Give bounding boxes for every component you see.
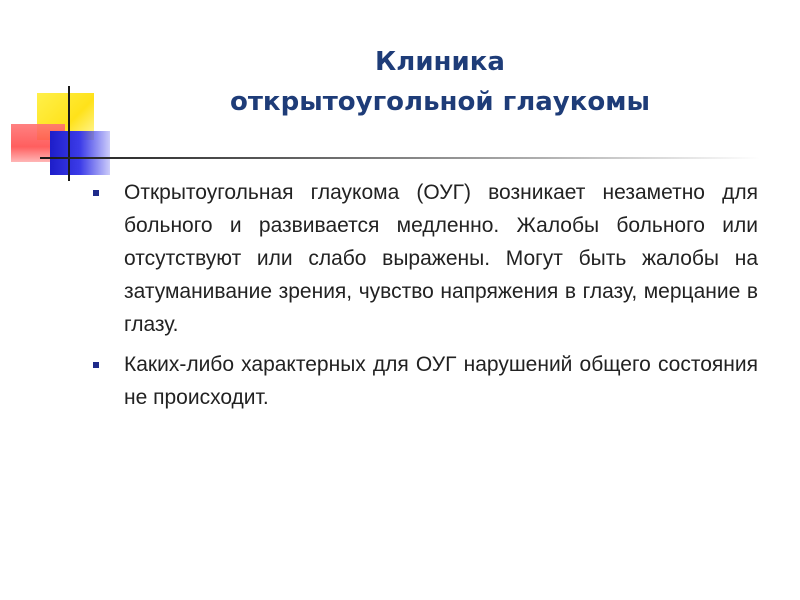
logo-vertical-line [68, 86, 70, 181]
square-bullet-icon [93, 362, 99, 368]
list-item [92, 348, 758, 414]
bullet-list [92, 176, 758, 421]
list-item-text: Открытоугольная глаукома (ОУГ) возникает незаметно для больного и развивается медленно. Жалобы больного или отсутствуют или слабо выражены. Могут быть жалобы на затуманивание зрения, чувство напряжения в глазу, мерцание в глазу. [124, 181, 758, 336]
list-item-text: Каких-либо характерных для ОУГ нарушений общего состояния не происходит. [124, 353, 758, 409]
title-divider-line [40, 157, 760, 159]
list-item [92, 176, 758, 341]
logo-blue-square [50, 131, 110, 175]
slide-title [150, 42, 730, 122]
slide-title-line-1: Клиника [375, 47, 505, 77]
colored-squares-logo [0, 0, 130, 190]
square-bullet-icon [93, 190, 99, 196]
slide-title-line-2: открытоугольной глаукомы [230, 87, 650, 117]
